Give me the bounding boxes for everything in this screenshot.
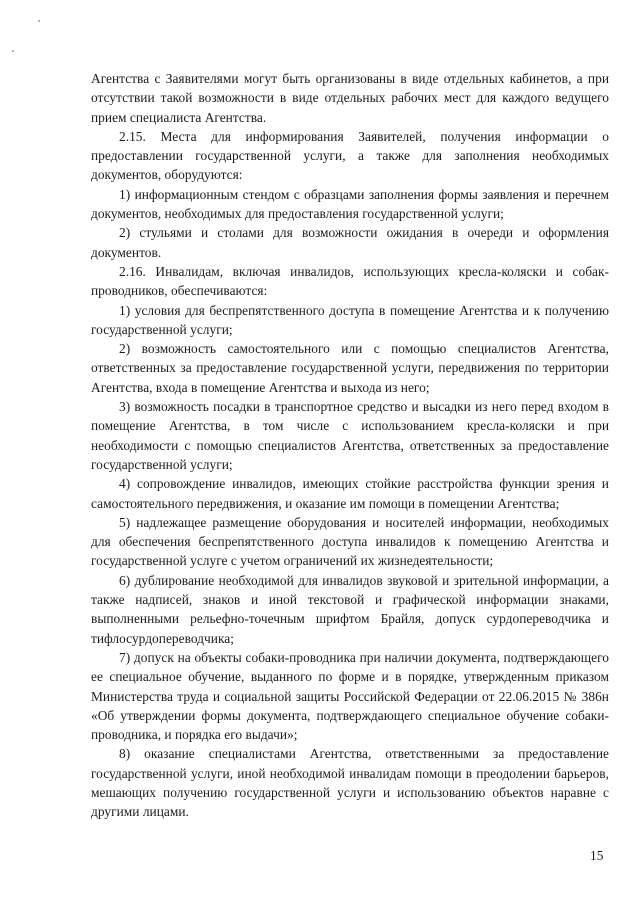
paragraph-2-15: 2.15. Места для информирования Заявителей, получения информации о предоставлении государственной услуги, а также для заполнения необходимых документов, оборудуются: <box>91 128 609 183</box>
page-number: 15 <box>590 848 604 863</box>
scan-speck <box>38 20 40 22</box>
paragraph-2-16-item-4: 4) сопровождение инвалидов, имеющих стойкие расстройства функции зрения и самостоятельного передвижения, и оказание им помощи в помещении Агентства; <box>91 476 609 511</box>
paragraph-2-16-item-8: 8) оказание специалистами Агентства, ответственными за предоставление государственной услуги, иной необходимой инвалидам помощи в преодолении барьеров, мешающих получению государственной услуги и использованию объектов наравне с другими лицами. <box>91 746 609 820</box>
paragraph-2-16-item-5: 5) надлежащее размещение оборудования и носителей информации, необходимых для обеспечения беспрепятственного доступа инвалидов к помещению Агентства и государственной услуге с учетом ограничений их жизнедеятельности; <box>91 514 609 569</box>
paragraph-2-16-item-7: 7) допуск на объекты собаки-проводника при наличии документа, подтверждающего ее специальное обучение, выданного по форме и в порядке, утвержденным приказом Министерства труда и социальной защиты Российской Федерации от 22.06.2015 № 386н «Об утверждении формы документа, подтверждающего специальное обучение собаки-проводника, и порядка его выдачи»; <box>91 649 609 743</box>
paragraph-2-16-item-1: 1) условия для беспрепятственного доступа в помещение Агентства и к получению государственной услуги; <box>91 302 609 337</box>
document-body <box>91 69 609 822</box>
paragraph-2-16: 2.16. Инвалидам, включая инвалидов, использующих кресла-коляски и собак-проводников, обеспечиваются: <box>91 263 609 299</box>
scan-speck <box>12 50 14 52</box>
paragraph-2-16-item-3: 3) возможность посадки в транспортное средство и высадки из него перед входом в помещение Агентства, в том числе с использованием кресла-коляски и при необходимости с помощью специалистов Агентства, ответственных за предоставление государственной услуги; <box>91 399 609 472</box>
paragraph-2-16-item-6: 6) дублирование необходимой для инвалидов звуковой и зрительной информации, а также надписей, знаков и иной текстовой и графической информации знаками, выполненными рельефно-точечным шрифтом Брайля, допуск сурдопереводчика и тифлосурдопереводчика; <box>91 572 609 646</box>
paragraph-2-15-item-2: 2) стульями и столами для возможности ожидания в очереди и оформления документов. <box>91 225 609 260</box>
paragraph-2-16-item-2: 2) возможность самостоятельного или с помощью специалистов Агентства, ответственных за предоставление государственной услуги, передвижения по территории Агентства, входа в помещение Агентства и выхода из него; <box>91 341 609 395</box>
paragraph-2-15-item-1: 1) информационным стендом с образцами заполнения формы заявления и перечнем документов, необходимых для предоставления государственной услуги; <box>91 186 609 222</box>
paragraph-continuation: Агентства с Заявителями могут быть организованы в виде отдельных кабинетов, а при отсутствии такой возможности в виде отдельных рабочих мест для каждого ведущего прием специалиста Агентства. <box>91 71 609 125</box>
